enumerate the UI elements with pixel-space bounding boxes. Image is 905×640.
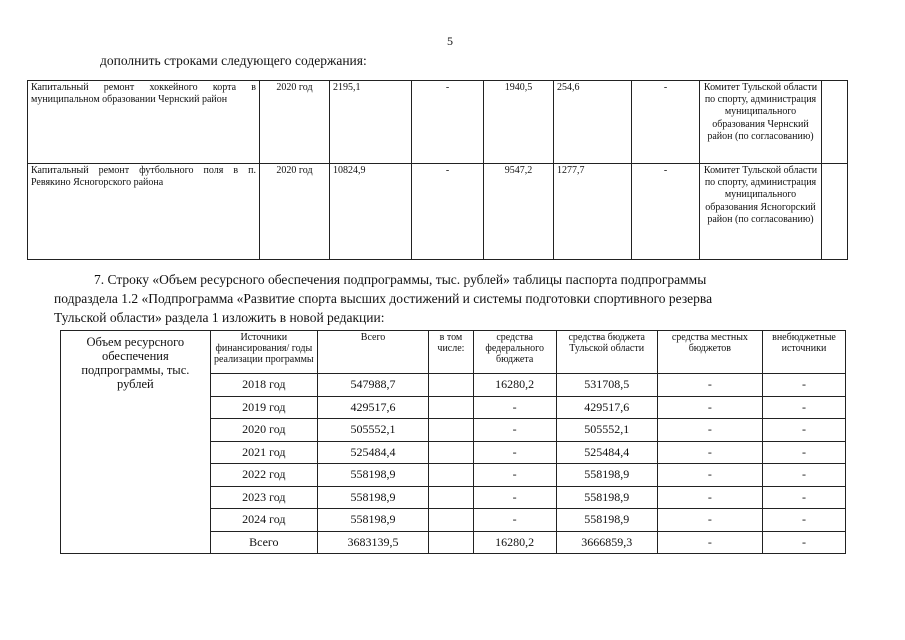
table-row xyxy=(28,164,848,260)
paragraph-line: подраздела 1.2 «Подпрограмма «Развитие спорта высших достижений и системы подготовки спортивного резерва xyxy=(54,291,713,306)
row-regional: 531708,5 xyxy=(556,374,657,397)
page-number: 5 xyxy=(447,34,453,48)
project-col7: - xyxy=(632,164,700,260)
row-total: 558198,9 xyxy=(317,464,428,487)
header-local: средства местных бюджетов xyxy=(657,331,762,374)
empty-cell xyxy=(429,441,474,464)
empty-cell xyxy=(429,419,474,442)
row-local: - xyxy=(657,374,762,397)
row-extra: - xyxy=(762,509,845,532)
row-year: 2018 год xyxy=(210,374,317,397)
row-local: - xyxy=(657,441,762,464)
row-regional: 3666859,3 xyxy=(556,531,657,554)
row-year: 2024 год xyxy=(210,509,317,532)
empty-cell xyxy=(429,396,474,419)
row-total: 558198,9 xyxy=(317,509,428,532)
row-regional: 558198,9 xyxy=(556,464,657,487)
empty-cell xyxy=(429,531,474,554)
row-local: - xyxy=(657,464,762,487)
project-year: 2020 год xyxy=(260,81,330,164)
project-total: 10824,9 xyxy=(330,164,412,260)
table-row xyxy=(28,81,848,164)
row-federal: - xyxy=(473,396,556,419)
paragraph-line: Тульской области» раздела 1 изложить в новой редакции: xyxy=(54,310,385,325)
row-federal: - xyxy=(473,509,556,532)
row-total: 429517,6 xyxy=(317,396,428,419)
row-local: - xyxy=(657,396,762,419)
row-local: - xyxy=(657,509,762,532)
header-federal: средства федерального бюджета xyxy=(473,331,556,374)
row-regional: 558198,9 xyxy=(556,509,657,532)
header-regional: средства бюджета Тульской области xyxy=(556,331,657,374)
paragraph-line: 7. Строку «Объем ресурсного обеспечения подпрограммы, тыс. рублей» таблицы паспорта подпрограммы xyxy=(94,272,707,287)
funding-table xyxy=(60,330,846,554)
row-total: 525484,4 xyxy=(317,441,428,464)
row-year: 2022 год xyxy=(210,464,317,487)
project-col6: 254,6 xyxy=(554,81,632,164)
intro-text: дополнить строками следующего содержания: xyxy=(100,53,367,68)
row-federal: 16280,2 xyxy=(473,374,556,397)
empty-cell xyxy=(822,81,848,164)
project-responsible: Комитет Тульской области по спорту, администрация муниципального образования Чернский район (по согласованию) xyxy=(700,81,822,164)
row-year: 2023 год xyxy=(210,486,317,509)
row-year: 2019 год xyxy=(210,396,317,419)
row-year: 2020 год xyxy=(210,419,317,442)
project-name: Капитальный ремонт футбольного поля в п. Ревякино Ясногорского района xyxy=(28,164,260,260)
empty-cell xyxy=(429,486,474,509)
row-federal: - xyxy=(473,486,556,509)
row-federal: - xyxy=(473,464,556,487)
row-extra: - xyxy=(762,396,845,419)
row-federal: 16280,2 xyxy=(473,531,556,554)
row-extra: - xyxy=(762,464,845,487)
project-col6: 1277,7 xyxy=(554,164,632,260)
row-extra: - xyxy=(762,419,845,442)
header-total: Всего xyxy=(317,331,428,374)
funding-row-label: Объем ресурсного обеспечения подпрограммы, тыс. рублей xyxy=(61,331,211,554)
project-year: 2020 год xyxy=(260,164,330,260)
empty-cell xyxy=(429,464,474,487)
project-total: 2195,1 xyxy=(330,81,412,164)
row-total: 547988,7 xyxy=(317,374,428,397)
projects-table xyxy=(27,80,848,260)
row-year: 2021 год xyxy=(210,441,317,464)
row-extra: - xyxy=(762,374,845,397)
row-regional: 558198,9 xyxy=(556,486,657,509)
row-regional: 505552,1 xyxy=(556,419,657,442)
project-col7: - xyxy=(632,81,700,164)
project-col4: - xyxy=(412,81,484,164)
row-year: Всего xyxy=(210,531,317,554)
row-regional: 429517,6 xyxy=(556,396,657,419)
instruction-paragraph xyxy=(54,270,843,327)
empty-cell xyxy=(822,164,848,260)
row-total: 558198,9 xyxy=(317,486,428,509)
row-local: - xyxy=(657,486,762,509)
row-federal: - xyxy=(473,419,556,442)
row-total: 3683139,5 xyxy=(317,531,428,554)
project-responsible: Комитет Тульской области по спорту, администрация муниципального образования Ясногорский район (по согласованию) xyxy=(700,164,822,260)
row-total: 505552,1 xyxy=(317,419,428,442)
project-name: Капитальный ремонт хоккейного корта в муниципальном образовании Чернский район xyxy=(28,81,260,164)
row-federal: - xyxy=(473,441,556,464)
header-row xyxy=(61,331,846,374)
row-extra: - xyxy=(762,531,845,554)
row-local: - xyxy=(657,419,762,442)
row-extra: - xyxy=(762,441,845,464)
header-extra: внебюджетные источники xyxy=(762,331,845,374)
row-regional: 525484,4 xyxy=(556,441,657,464)
row-extra: - xyxy=(762,486,845,509)
empty-cell xyxy=(429,509,474,532)
project-col5: 1940,5 xyxy=(484,81,554,164)
project-col4: - xyxy=(412,164,484,260)
header-sources: Источники финансирования/ годы реализации программы xyxy=(210,331,317,374)
row-local: - xyxy=(657,531,762,554)
project-col5: 9547,2 xyxy=(484,164,554,260)
empty-cell xyxy=(429,374,474,397)
header-incl: в том числе: xyxy=(429,331,474,374)
